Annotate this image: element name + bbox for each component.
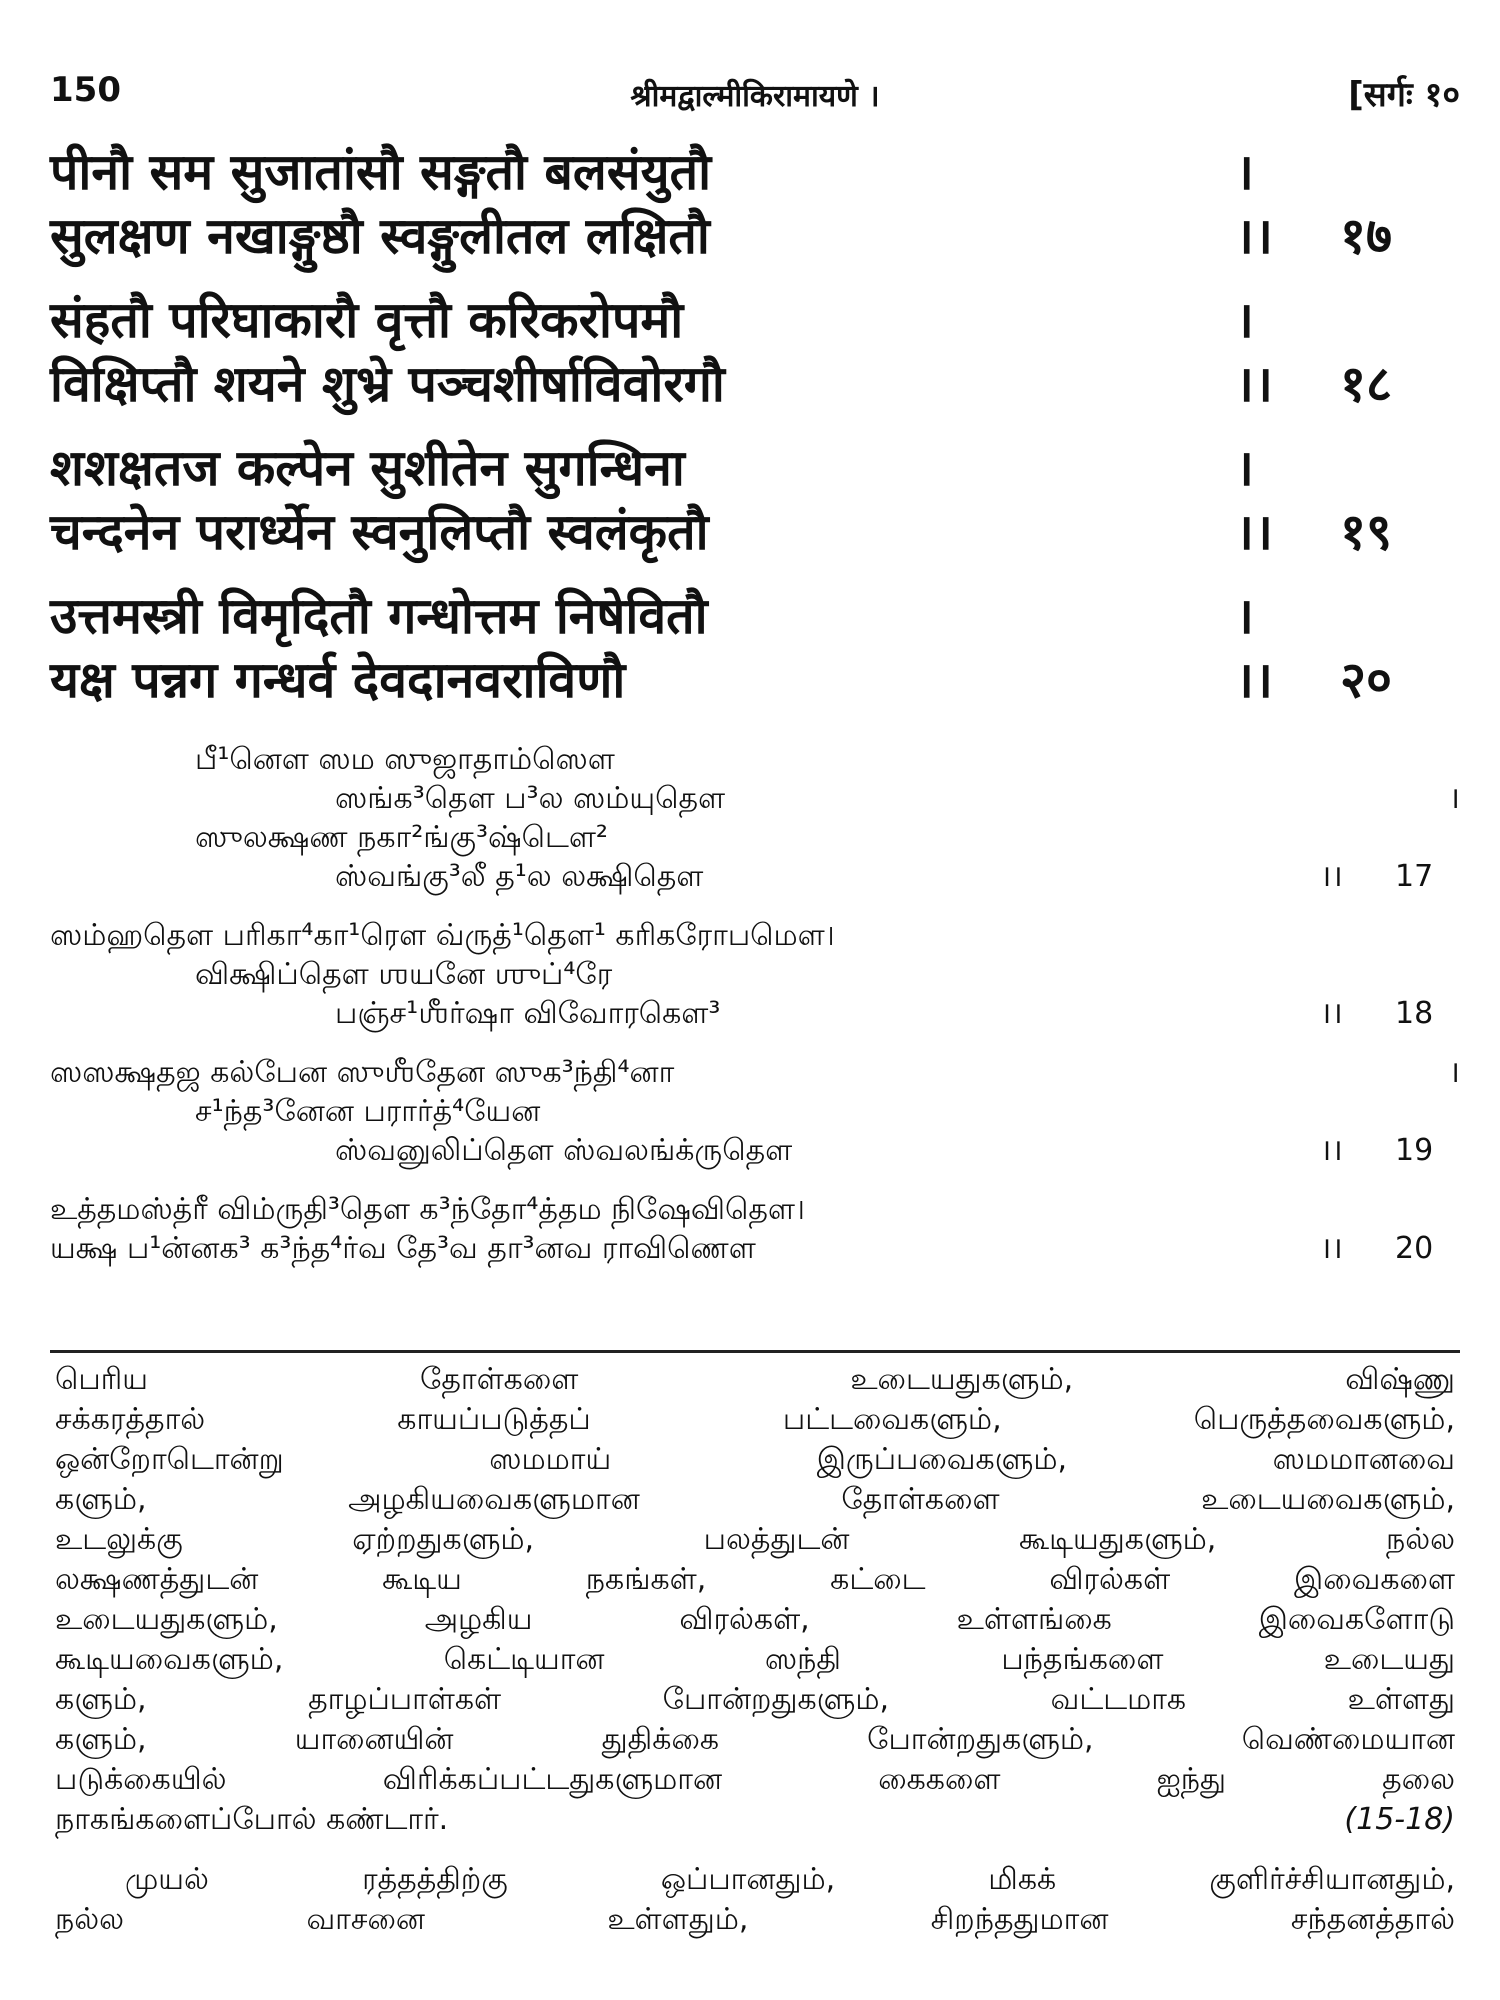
verse-text: संहतौ परिघाकारौ वृत्तौ करिकरोपमौ bbox=[50, 291, 684, 349]
transliteration-line bbox=[50, 1092, 1460, 1131]
verse-text: यक्ष पन्नग गन्धर्व देवदानवराविणौ bbox=[50, 651, 626, 709]
danda-mark: ।। bbox=[1235, 207, 1273, 265]
verse-number: २० bbox=[1340, 651, 1392, 709]
transliteration-text: பஞ்ச¹ஶீர்ஷா விவோரகௌ³ bbox=[335, 996, 721, 1031]
verse-line bbox=[50, 436, 1460, 500]
section-label: [सर्गः १० bbox=[1348, 75, 1460, 115]
transliteration-text: பீ¹னௌ ஸம ஸுஜாதாம்ஸௌ bbox=[195, 742, 615, 777]
verse-number: 19 bbox=[1395, 1133, 1434, 1168]
danda-mark: ।। bbox=[1320, 1133, 1343, 1168]
danda-mark: । bbox=[1235, 587, 1254, 645]
transliteration-text: ஸுலக்ஷண நகா²ங்கு³ஷ்டௌ² bbox=[195, 820, 608, 855]
danda-mark: ।। bbox=[1320, 996, 1343, 1031]
transliteration-line bbox=[50, 1229, 1460, 1268]
commentary-line bbox=[55, 1800, 1455, 1840]
transliteration-text: ஸ்வனுலிப்தௌ ஸ்வலங்க்ருதௌ bbox=[335, 1133, 793, 1168]
verse-number: 20 bbox=[1395, 1231, 1434, 1266]
verse-reference: (15-18) bbox=[1344, 1802, 1455, 1837]
transliteration-line bbox=[50, 1131, 1460, 1170]
sanskrit-verses bbox=[50, 140, 1460, 732]
transliteration-text: உத்தமஸ்த்ரீ விம்ருதி³தௌ க³ந்தோ⁴த்தம நிஷேவிதௌ। bbox=[50, 1192, 805, 1227]
verse-line bbox=[50, 584, 1460, 648]
danda-mark: । bbox=[1448, 781, 1460, 816]
transliteration-text: ஸஸக்ஷதஜ கல்பேன ஸுஶீதேன ஸுக³ந்தி⁴னா bbox=[50, 1055, 675, 1090]
transliteration-line bbox=[50, 818, 1460, 857]
danda-mark: ।। bbox=[1235, 355, 1273, 413]
danda-mark: । bbox=[1235, 439, 1254, 497]
commentary-line: உடையதுகளும், அழகிய விரல்கள், உள்ளங்கை இவைகளோடு bbox=[55, 1602, 1455, 1637]
verse-number: १८ bbox=[1340, 355, 1392, 413]
transliteration-line bbox=[50, 994, 1460, 1033]
danda-mark: । bbox=[1448, 1055, 1460, 1090]
transliteration-line bbox=[50, 1190, 1460, 1229]
book-title: श्रीमद्वाल्मीकिरामायणे । bbox=[630, 79, 880, 114]
transliteration-text: ஸம்ஹதௌ பரிகா⁴கா¹ரௌ வ்ருத்¹தௌ¹ கரிகரோபமௌ। bbox=[50, 918, 835, 953]
danda-mark: ।। bbox=[1320, 859, 1343, 894]
verse-number: १९ bbox=[1340, 503, 1392, 561]
commentary-line: பெரிய தோள்களை உடையதுகளும், விஷ்ணு bbox=[55, 1362, 1455, 1397]
commentary-line: லக்ஷணத்துடன் கூடிய நகங்கள், கட்டை விரல்கள் இவைகளை bbox=[55, 1562, 1455, 1597]
page-header bbox=[50, 70, 1460, 120]
verse-line bbox=[50, 288, 1460, 352]
transliteration-line bbox=[50, 955, 1460, 994]
commentary-line: நல்ல வாசனை உள்ளதும், சிறந்ததுமான சந்தனத்தால் bbox=[55, 1902, 1455, 1937]
danda-mark: ।। bbox=[1320, 1231, 1343, 1266]
verse-text: विक्षिप्तौ शयने शुभ्रे पञ्चशीर्षाविवोरगौ bbox=[50, 355, 725, 413]
commentary-line: படுக்கையில் விரிக்கப்பட்டதுகளுமான கைகளை ஐந்து தலை bbox=[55, 1762, 1455, 1797]
commentary-line: உடலுக்கு ஏற்றதுகளும், பலத்துடன் கூடியதுகளும், நல்ல bbox=[55, 1522, 1455, 1557]
transliteration-text: ஸ்வங்கு³லீ த¹ல லக்ஷிதௌ bbox=[335, 859, 704, 894]
commentary-line: களும், யானையின் துதிக்கை போன்றதுகளும், வெண்மையான bbox=[55, 1722, 1455, 1757]
tamil-transliteration bbox=[50, 740, 1460, 1268]
danda-mark: । bbox=[1235, 143, 1254, 201]
danda-mark: ।। bbox=[1235, 503, 1273, 561]
transliteration-text: விக்ஷிப்தௌ ஶயனே ஶுப்⁴ரே bbox=[195, 957, 613, 992]
verse-group bbox=[50, 584, 1460, 712]
commentary-line: ஒன்றோடொன்று ஸமமாய் இருப்பவைகளும், ஸமமானவை bbox=[55, 1442, 1455, 1477]
commentary-line: முயல் ரத்தத்திற்கு ஒப்பானதும், மிகக் குளிர்ச்சியானதும், bbox=[125, 1862, 1455, 1897]
transliteration-line bbox=[50, 1053, 1460, 1092]
verse-group bbox=[50, 140, 1460, 268]
commentary-line: கூடியவைகளும், கெட்டியான ஸந்தி பந்தங்களை உடையது bbox=[55, 1642, 1455, 1677]
page-number: 150 bbox=[50, 70, 121, 110]
verse-line bbox=[50, 140, 1460, 204]
verse-line bbox=[50, 204, 1460, 268]
verse-number: 18 bbox=[1395, 996, 1434, 1031]
transliteration-line bbox=[50, 916, 1460, 955]
verse-text: पीनौ सम सुजातांसौ सङ्गतौ बलसंयुतौ bbox=[50, 143, 712, 201]
verse-text: सुलक्षण नखाङ्गुष्ठौ स्वङ्गुलीतल लक्षितौ bbox=[50, 207, 710, 265]
transliteration-text: ச¹ந்த³னேன பரார்த்⁴யேன bbox=[195, 1094, 541, 1129]
verse-text: शशक्षतज कल्पेन सुशीतेन सुगन्धिना bbox=[50, 439, 685, 497]
tamil-commentary bbox=[55, 1360, 1455, 1940]
verse-number: १७ bbox=[1340, 207, 1392, 265]
verse-line bbox=[50, 500, 1460, 564]
verse-number: 17 bbox=[1395, 859, 1434, 894]
transliteration-line bbox=[50, 740, 1460, 779]
transliteration-text: யக்ஷ ப¹ன்னக³ க³ந்த⁴ர்வ தே³வ தா³னவ ராவிணௌ bbox=[50, 1231, 756, 1266]
commentary-text: நாகங்களைப்போல் கண்டார். bbox=[55, 1802, 449, 1837]
commentary-line: சக்கரத்தால் காயப்படுத்தப் பட்டவைகளும், பெருத்தவைகளும், bbox=[55, 1402, 1455, 1437]
verse-line bbox=[50, 352, 1460, 416]
transliteration-line bbox=[50, 857, 1460, 896]
commentary-line: களும், தாழப்பாள்கள் போன்றதுகளும், வட்டமாக உள்ளது bbox=[55, 1682, 1455, 1717]
commentary-line: களும், அழகியவைகளுமான தோள்களை உடையவைகளும், bbox=[55, 1482, 1455, 1517]
transliteration-text: ஸங்க³தௌ ப³ல ஸம்யுதௌ bbox=[335, 781, 726, 816]
danda-mark: । bbox=[1235, 291, 1254, 349]
danda-mark: ।। bbox=[1235, 651, 1273, 709]
verse-text: उत्तमस्त्री विमृदितौ गन्धोत्तम निषेवितौ bbox=[50, 587, 708, 645]
verse-text: चन्दनेन परार्ध्येन स्वनुलिप्तौ स्वलंकृतौ bbox=[50, 503, 709, 561]
verse-group bbox=[50, 436, 1460, 564]
verse-group bbox=[50, 288, 1460, 416]
verse-line bbox=[50, 648, 1460, 712]
transliteration-line bbox=[50, 779, 1460, 818]
divider-rule bbox=[50, 1350, 1460, 1353]
